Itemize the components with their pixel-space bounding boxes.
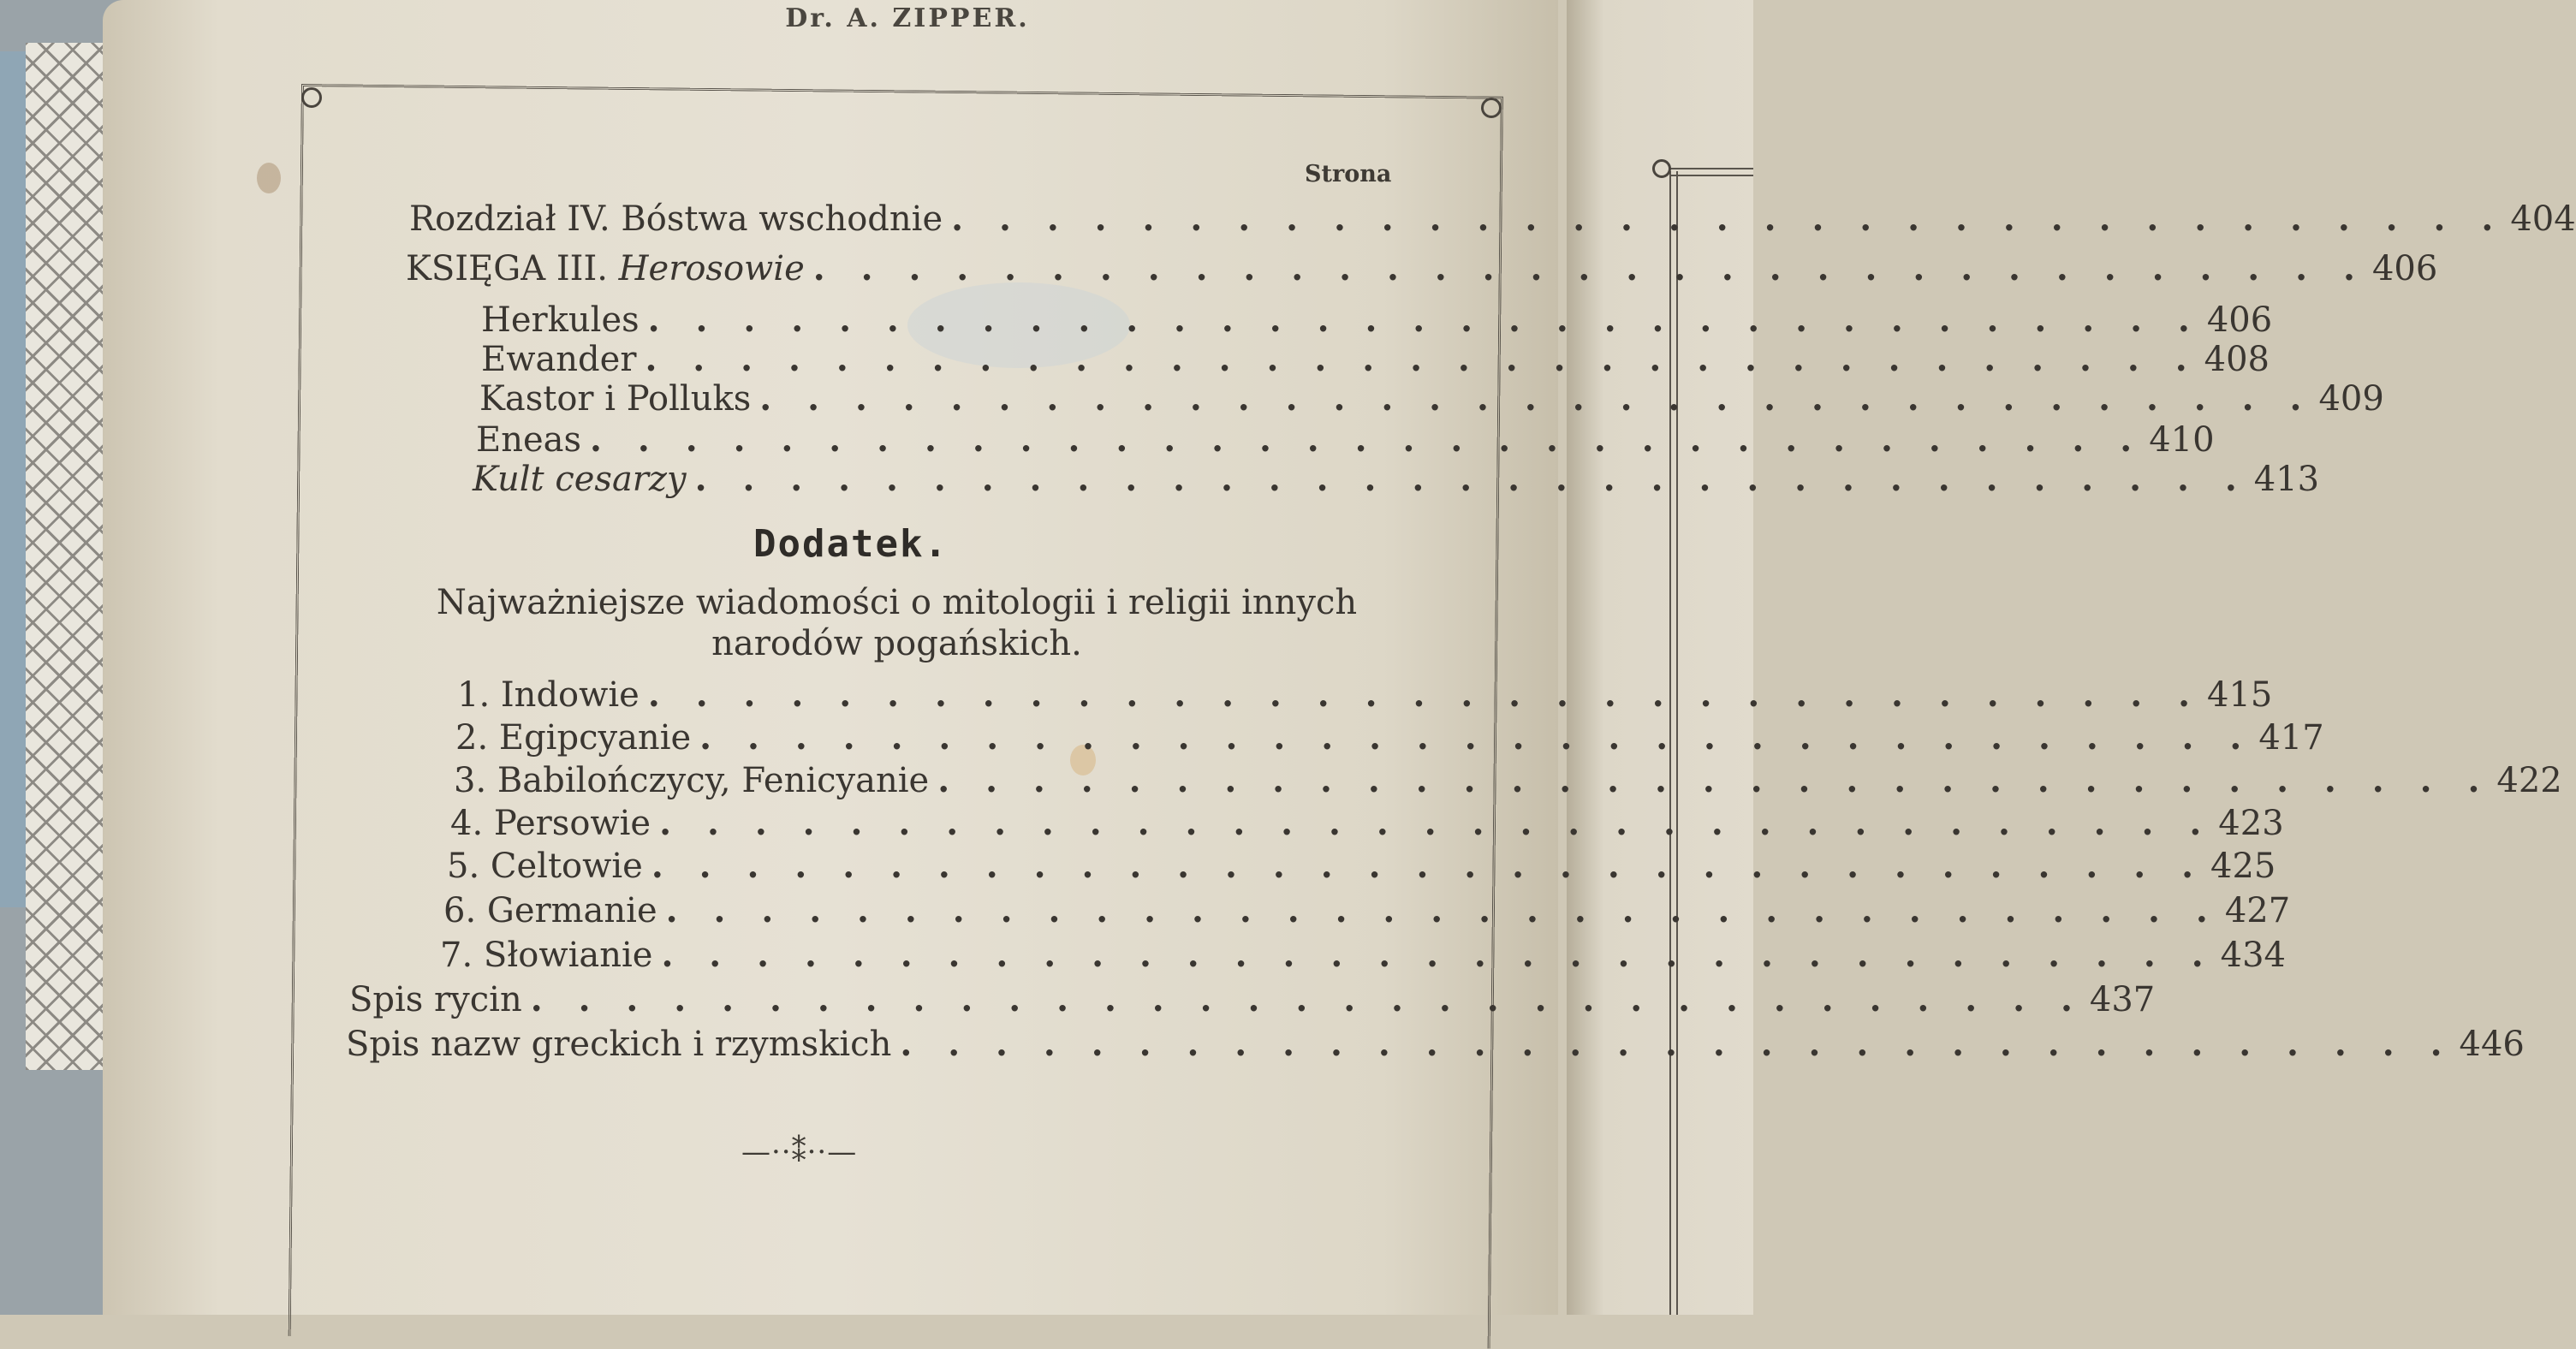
appendix-subtitle: Najważniejsze wiadomości o mitologii i religii innych narodów pogańskich. [436,583,1358,663]
toc-entry-title: Spis nazw greckich i rzymskich [346,1025,892,1064]
toc-page-number: 434 [2220,936,2286,975]
toc-entry-title: Kult cesarzy [473,460,687,499]
toc-entry-title: Rozdział IV. Bóstwa wschodnie [409,199,943,239]
toc-leader: . . . . . . . . . . . . . . . . . . . . . . . . . . . . . . . . . [647,300,2202,340]
toc-page-number: 406 [2206,300,2273,340]
toc-entry-title: Spis rycin [349,980,522,1019]
facing-page-corner-ornament [1652,159,1671,178]
toc-leader: . . . . . . . . . . . . . . . . . . . . . . . . . . . . . . . . . [651,846,2205,886]
toc-page-number: 410 [2149,420,2215,460]
toc-leader: . . . . . . . . . . . . . . . . . . . . . . . . . . . . . . . . . [951,199,2506,239]
toc-entry-title: 6. Germanie [443,891,657,930]
toc-entry [479,378,2384,419]
frame-corner-ornament [1481,98,1502,118]
toc-leader: . . . . . . . . . . . . . . . . . . . . . . . . . . . . . . . . . [694,459,2249,499]
toc-entry [481,339,2270,380]
page-column-label: Strona [1305,161,1392,187]
appendix-title: Dodatek. [753,522,949,566]
toc-entry [443,890,2291,931]
toc-entry-title: 3. Babilończycy, Fenicyanie [454,761,930,800]
frame-corner-ornament [301,87,322,108]
toc-leader: . . . . . . . . . . . . . . . . . . . . . . . . . . . . . . . . . [647,674,2203,715]
toc-page-number: 409 [2318,379,2384,419]
toc-entry-title: Eneas [476,420,582,460]
toc-entry-title-prefix: KSIĘGA III. [406,249,619,288]
toc-page-number: 417 [2258,718,2324,758]
toc-entry [447,846,2276,887]
toc-entry-title: Herkules [481,300,640,340]
toc-leader: . . . . . . . . . . . . . . . . . . . . . . . . . . . . . . . . . [759,378,2314,419]
toc-entry [450,803,2284,844]
toc-page-number: 423 [2218,804,2284,843]
toc-entry [406,248,2438,289]
toc-leader: . . . . . . . . . . . . . . . . . . . . . . . . . . . . . . . . . [661,935,2216,975]
page-stain [257,163,281,193]
toc-leader: . . . . . . . . . . . . . . . . . . . . . . . . . . . . . . . . . [900,1024,2454,1064]
toc-page-number: 408 [2204,340,2270,379]
toc-leader: . . . . . . . . . . . . . . . . . . . . . . . . . . . . . . . . . [530,979,2085,1019]
toc-page-number: 415 [2207,675,2273,715]
toc-leader: . . . . . . . . . . . . . . . . . . . . . . . . . . . . . . . . . [659,803,2214,843]
toc-entry [476,419,2215,461]
toc-entry-title: Ewander [481,340,637,379]
toc-page-number: 437 [2089,980,2156,1019]
toc-page-number: 446 [2459,1025,2525,1064]
facing-page [1567,0,1753,1315]
toc-entry [481,300,2273,341]
toc-entry [473,459,2320,500]
toc-page-number: 404 [2510,199,2576,239]
toc-entry [346,1024,2525,1065]
toc-leader: . . . . . . . . . . . . . . . . . . . . . . . . . . . . . . . . . [665,890,2220,930]
toc-entry-title [406,248,813,289]
toc-entry [440,935,2286,976]
toc-page-number: 427 [2224,891,2291,930]
facing-page-frame-top [1669,168,1753,176]
toc-entry [454,760,2562,801]
toc-entry-title: 7. Słowianie [440,936,653,975]
toc-entry-title: 4. Persowie [450,804,651,843]
toc-entry-title-italic: Herosowie [618,249,805,288]
running-head: Dr. A. ZIPPER. [785,3,1030,33]
toc-leader: . . . . . . . . . . . . . . . . . . . . . . . . . . . . . . . . . [937,760,2492,800]
toc-page-number: 422 [2496,761,2562,800]
toc-page-number: 425 [2210,847,2276,886]
toc-entry-title: 5. Celtowie [447,847,643,886]
toc-leader: . . . . . . . . . . . . . . . . . . . . . . . . . . . . . . . . . [699,717,2254,758]
toc-leader: . . . . . . . . . . . . . . . . . . . . . . . . . . . . . . . . . [645,339,2199,379]
toc-page-number: 413 [2253,460,2320,499]
toc-page-number: 406 [2371,249,2438,288]
toc-entry-title: 1. Indowie [457,675,640,715]
toc-entry [457,674,2273,716]
toc-leader: . . . . . . . . . . . . . . . . . . . . . . . . . . . . . . . . . [812,248,2367,288]
toc-leader: . . . . . . . . . . . . . . . . . . . . . . . . . . . . . . . . . [590,419,2145,460]
toc-entry [455,717,2324,758]
toc-entry-title: Kastor i Polluks [479,379,752,419]
toc-entry [349,979,2156,1020]
toc-entry-title: 2. Egipcyanie [455,718,692,758]
end-ornament: —··⁑··— [741,1135,858,1169]
toc-entry [409,199,2576,240]
